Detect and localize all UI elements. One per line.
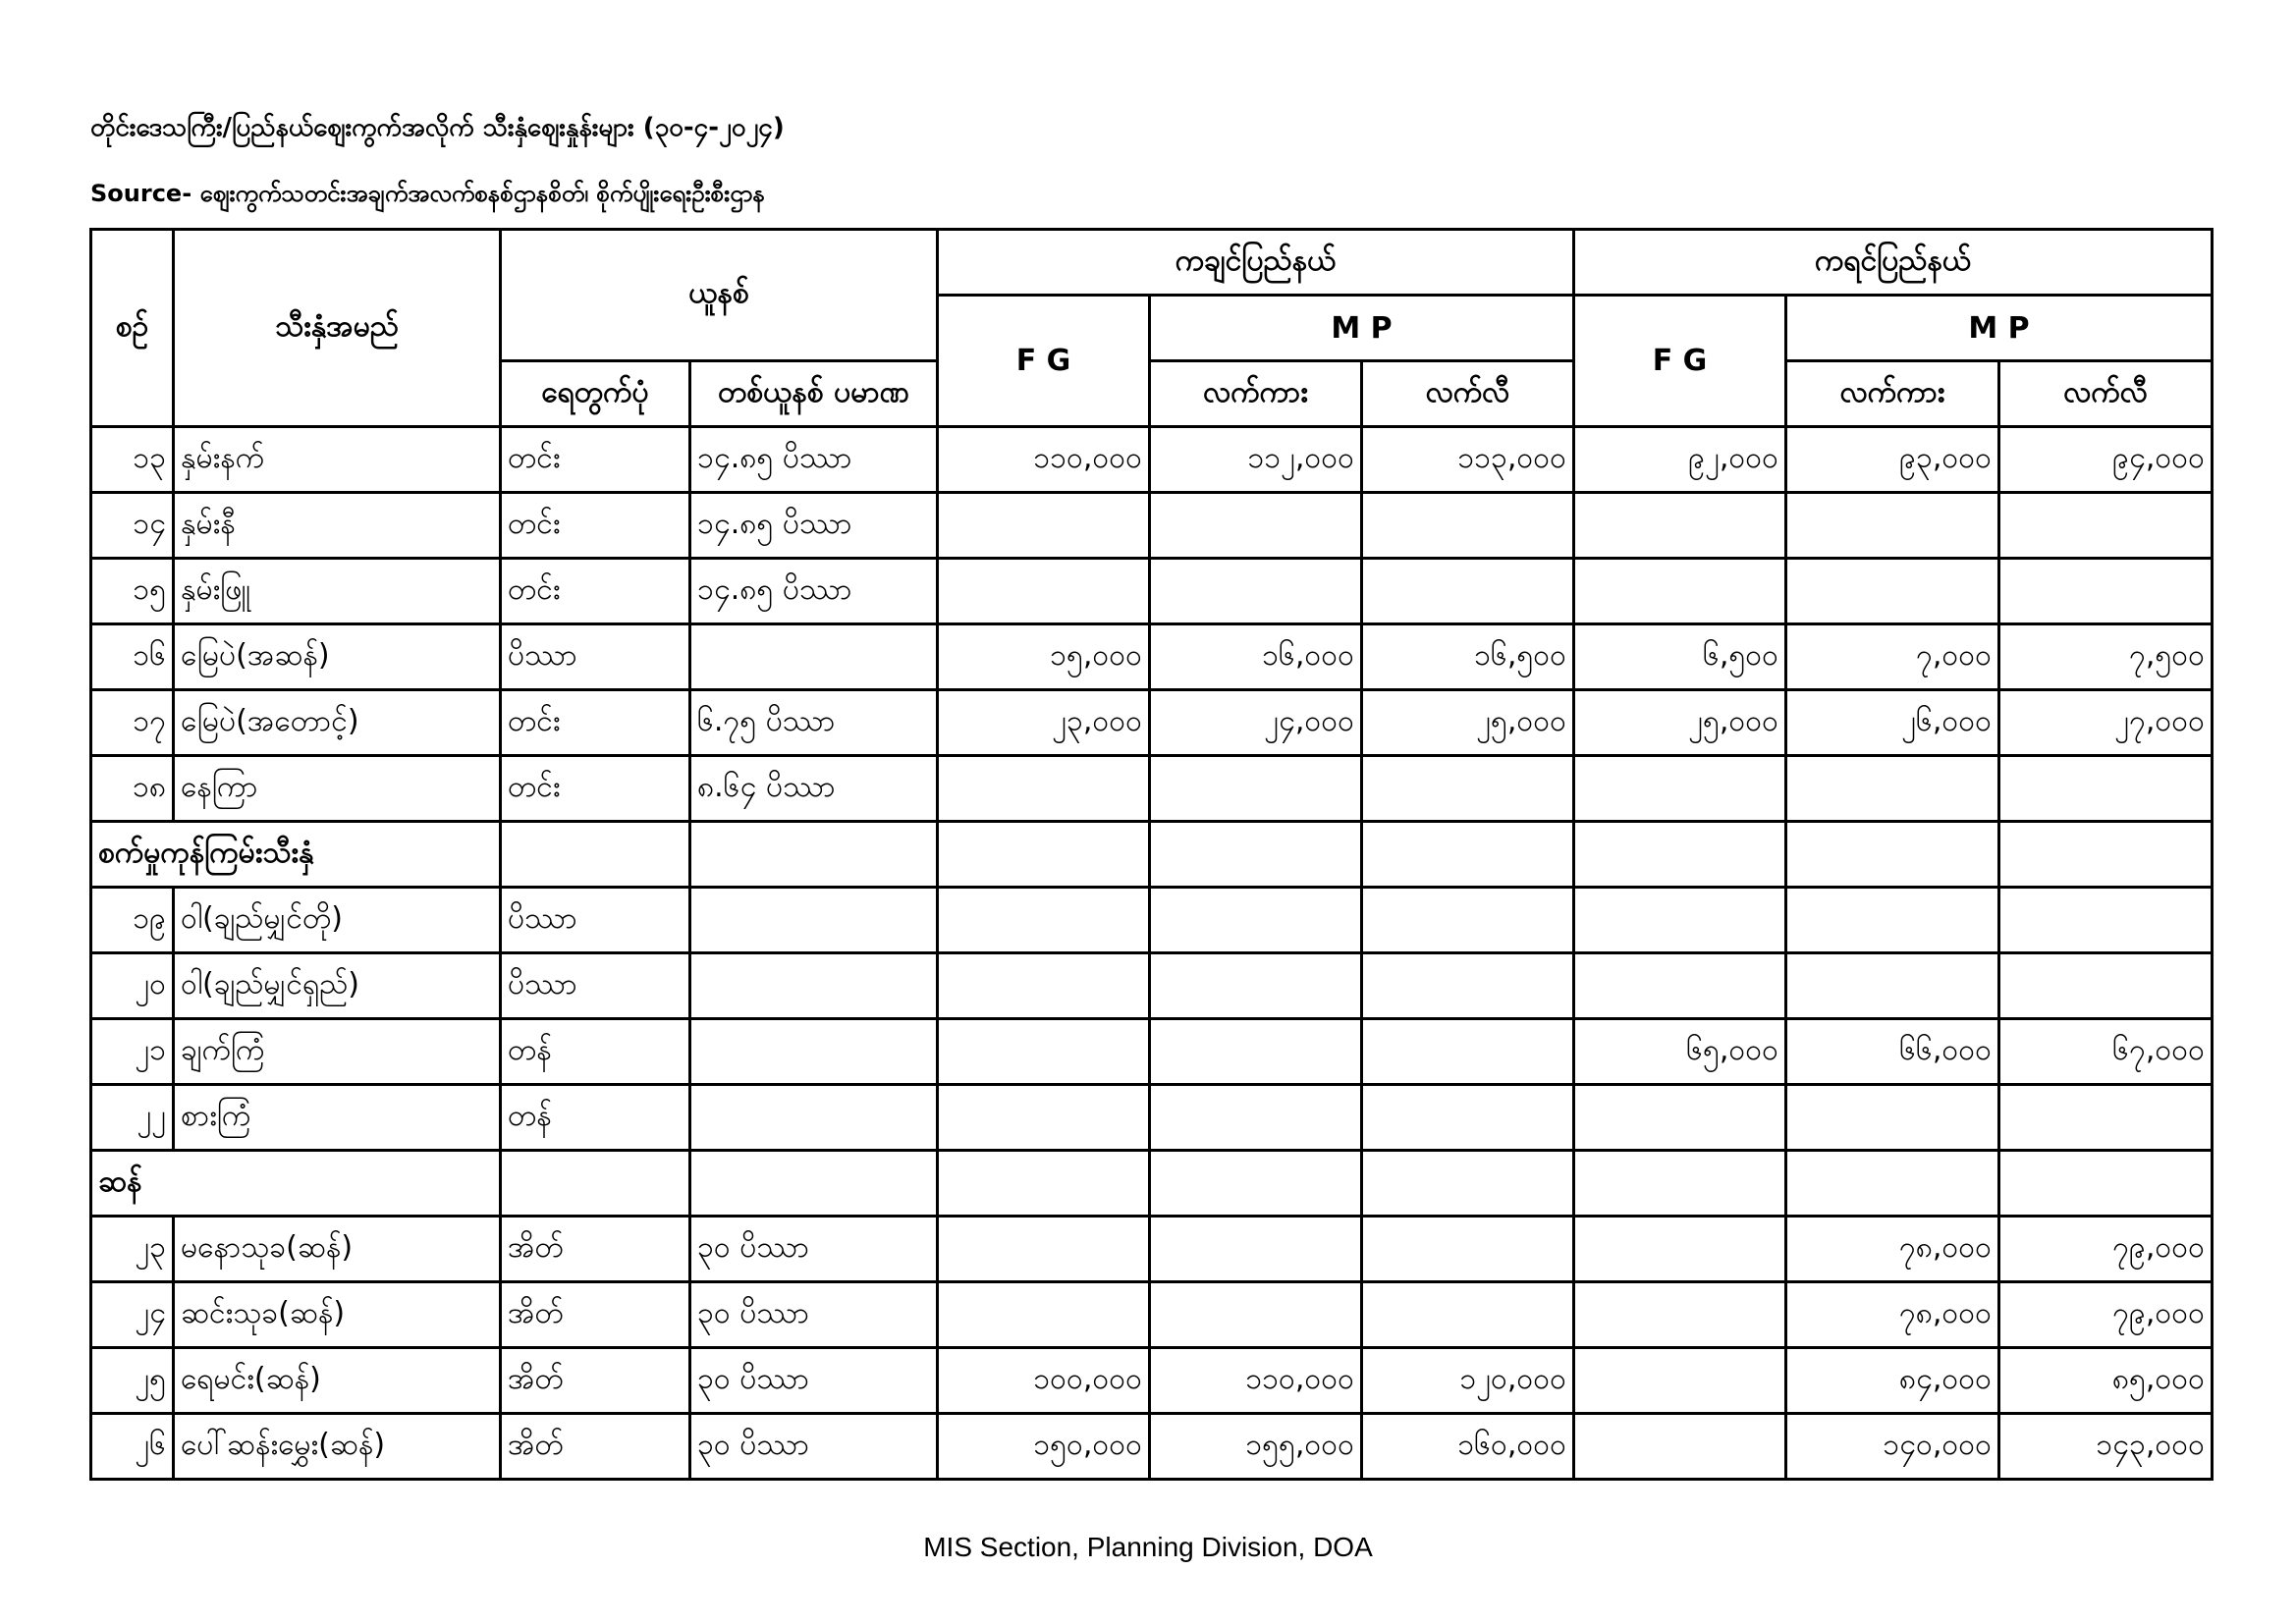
cell-kayin-retail: [1999, 1085, 2213, 1151]
empty-cell: [690, 822, 938, 888]
cell-kachin-fg: [938, 1282, 1150, 1348]
empty-cell: [1786, 822, 1999, 888]
empty-cell: [501, 822, 690, 888]
cell-local-unit: အိတ်: [501, 1217, 690, 1282]
cell-kachin-retail: [1362, 559, 1574, 624]
header-kayin-mp: M P: [1786, 296, 2213, 361]
header-kayin-retail: လက်လီ: [1999, 361, 2213, 427]
empty-cell: [1362, 822, 1574, 888]
empty-cell: [938, 822, 1150, 888]
cell-crop-name: ဆင်းသုခ(ဆန်): [174, 1282, 501, 1348]
table-row: [91, 888, 2213, 953]
cell-no: ၁၆: [91, 624, 174, 690]
cell-kachin-retail: ၁၁၃,၀၀၀: [1362, 427, 1574, 493]
cell-kachin-retail: [1362, 1085, 1574, 1151]
cell-crop-name: နှမ်းနက်: [174, 427, 501, 493]
empty-cell: [1999, 1151, 2213, 1217]
table-row: [91, 427, 2213, 493]
cell-no: ၁၇: [91, 690, 174, 756]
cell-kayin-fg: ၆၅,၀၀၀: [1574, 1019, 1786, 1085]
cell-unit-measure: [690, 1085, 938, 1151]
empty-cell: [501, 1151, 690, 1217]
cell-no: ၁၄: [91, 493, 174, 559]
header-kachin-mp: M P: [1150, 296, 1574, 361]
cell-local-unit: တန်: [501, 1019, 690, 1085]
cell-kayin-fg: [1574, 559, 1786, 624]
cell-kachin-fg: [938, 559, 1150, 624]
cell-kachin-retail: [1362, 888, 1574, 953]
cell-kayin-fg: [1574, 888, 1786, 953]
cell-unit-measure: [690, 1019, 938, 1085]
header-kachin-fg: F G: [938, 296, 1150, 427]
header-crop-name: သီးနှံအမည်: [174, 230, 501, 427]
empty-cell: [938, 1151, 1150, 1217]
cell-kachin-retail: ၂၅,၀၀၀: [1362, 690, 1574, 756]
cell-kayin-wholesale: ၉၃,၀၀၀: [1786, 427, 1999, 493]
cell-kachin-fg: [938, 1085, 1150, 1151]
cell-no: ၁၈: [91, 756, 174, 822]
table-row: [91, 1217, 2213, 1282]
cell-kayin-wholesale: [1786, 888, 1999, 953]
cell-kayin-wholesale: [1786, 1085, 1999, 1151]
cell-local-unit: ပိဿာ: [501, 624, 690, 690]
cell-kayin-fg: [1574, 756, 1786, 822]
cell-no: ၁၃: [91, 427, 174, 493]
cell-kachin-retail: [1362, 953, 1574, 1019]
footer-text: MIS Section, Planning Division, DOA: [923, 1532, 1373, 1562]
cell-kayin-wholesale: ၇,၀၀၀: [1786, 624, 1999, 690]
cell-unit-measure: ၃၀ ပိဿာ: [690, 1348, 938, 1414]
header-local-unit: ရေတွက်ပုံ: [501, 361, 690, 427]
cell-kayin-fg: ၂၅,၀၀၀: [1574, 690, 1786, 756]
cell-crop-name: နှမ်းဖြူ: [174, 559, 501, 624]
empty-cell: [1150, 1151, 1362, 1217]
header-kayin-fg: F G: [1574, 296, 1786, 427]
cell-kayin-fg: [1574, 1217, 1786, 1282]
table-row: [91, 493, 2213, 559]
cell-kachin-retail: ၁၂၀,၀၀၀: [1362, 1348, 1574, 1414]
table-row: [91, 756, 2213, 822]
cell-kachin-retail: [1362, 756, 1574, 822]
cell-kayin-retail: ၇,၅၀၀: [1999, 624, 2213, 690]
header-kachin-wholesale: လက်ကား: [1150, 361, 1362, 427]
cell-kayin-wholesale: [1786, 493, 1999, 559]
cell-crop-name: မြေပဲ(အတောင့်): [174, 690, 501, 756]
cell-crop-name: စားကြံ: [174, 1085, 501, 1151]
cell-kachin-wholesale: ၁၁၀,၀၀၀: [1150, 1348, 1362, 1414]
header-kachin-retail: လက်လီ: [1362, 361, 1574, 427]
cell-kachin-fg: ၁၁၀,၀၀၀: [938, 427, 1150, 493]
header-no: စဉ်: [91, 230, 174, 427]
section-title: ဆန်: [91, 1151, 501, 1217]
cell-kayin-fg: [1574, 493, 1786, 559]
cell-crop-name: နေကြာ: [174, 756, 501, 822]
header-unit-group: ယူနစ်: [501, 230, 938, 361]
empty-cell: [1786, 1151, 1999, 1217]
cell-kachin-fg: [938, 493, 1150, 559]
cell-kayin-retail: ၇၉,၀၀၀: [1999, 1282, 2213, 1348]
cell-kachin-retail: ၁၆၀,၀၀၀: [1362, 1414, 1574, 1480]
header-row-1: [91, 230, 2213, 296]
cell-kachin-fg: ၁၀၀,၀၀၀: [938, 1348, 1150, 1414]
cell-kayin-retail: [1999, 888, 2213, 953]
cell-kachin-fg: [938, 1217, 1150, 1282]
cell-kayin-fg: [1574, 1414, 1786, 1480]
cell-kachin-retail: [1362, 1019, 1574, 1085]
header-kayin-wholesale: လက်ကား: [1786, 361, 1999, 427]
table-row: [91, 953, 2213, 1019]
cell-unit-measure: [690, 888, 938, 953]
cell-kayin-wholesale: [1786, 756, 1999, 822]
cell-crop-name: နှမ်းနီ: [174, 493, 501, 559]
cell-local-unit: တန်: [501, 1085, 690, 1151]
cell-local-unit: အိတ်: [501, 1348, 690, 1414]
cell-kachin-retail: [1362, 1217, 1574, 1282]
cell-local-unit: တင်း: [501, 493, 690, 559]
cell-kayin-wholesale: [1786, 953, 1999, 1019]
cell-kayin-wholesale: ၂၆,၀၀၀: [1786, 690, 1999, 756]
cell-no: ၂၆: [91, 1414, 174, 1480]
empty-cell: [690, 1151, 938, 1217]
cell-unit-measure: ၁၄.၈၅ ပိဿာ: [690, 559, 938, 624]
cell-kayin-fg: [1574, 953, 1786, 1019]
cell-kachin-wholesale: [1150, 953, 1362, 1019]
table-body: [91, 427, 2213, 1480]
cell-local-unit: တင်း: [501, 756, 690, 822]
section-row: [91, 1151, 2213, 1217]
cell-kachin-fg: [938, 756, 1150, 822]
cell-kayin-retail: ၉၄,၀၀၀: [1999, 427, 2213, 493]
cell-local-unit: ပိဿာ: [501, 888, 690, 953]
cell-kayin-wholesale: ၈၄,၀၀၀: [1786, 1348, 1999, 1414]
cell-kachin-fg: ၂၃,၀၀၀: [938, 690, 1150, 756]
cell-kayin-wholesale: ၆၆,၀၀၀: [1786, 1019, 1999, 1085]
cell-kachin-wholesale: [1150, 888, 1362, 953]
cell-kayin-retail: [1999, 756, 2213, 822]
cell-kachin-wholesale: [1150, 1217, 1362, 1282]
cell-no: ၁၉: [91, 888, 174, 953]
cell-unit-measure: ၃၀ ပိဿာ: [690, 1217, 938, 1282]
cell-kayin-retail: [1999, 493, 2213, 559]
cell-kachin-retail: [1362, 1282, 1574, 1348]
cell-no: ၂၃: [91, 1217, 174, 1282]
cell-unit-measure: ၃၀ ပိဿာ: [690, 1282, 938, 1348]
cell-no: ၁၅: [91, 559, 174, 624]
cell-kachin-wholesale: ၁၅၅,၀၀၀: [1150, 1414, 1362, 1480]
cell-unit-measure: [690, 624, 938, 690]
cell-kayin-retail: ၇၉,၀၀၀: [1999, 1217, 2213, 1282]
table-row: [91, 1085, 2213, 1151]
cell-kachin-fg: [938, 1019, 1150, 1085]
cell-kachin-wholesale: [1150, 1019, 1362, 1085]
cell-kachin-wholesale: [1150, 1282, 1362, 1348]
cell-kachin-wholesale: ၂၄,၀၀၀: [1150, 690, 1362, 756]
cell-unit-measure: [690, 953, 938, 1019]
cell-local-unit: တင်း: [501, 427, 690, 493]
cell-local-unit: အိတ်: [501, 1414, 690, 1480]
cell-kachin-fg: [938, 953, 1150, 1019]
cell-kayin-fg: [1574, 1348, 1786, 1414]
header-kachin-state: ကချင်ပြည်နယ်: [938, 230, 1574, 296]
cell-unit-measure: ၁၄.၈၅ ပိဿာ: [690, 493, 938, 559]
cell-kachin-fg: ၁၅၀,၀၀၀: [938, 1414, 1150, 1480]
cell-kayin-retail: [1999, 559, 2213, 624]
header-kayin-state: ကရင်ပြည်နယ်: [1574, 230, 2213, 296]
cell-kayin-retail: ၂၇,၀၀၀: [1999, 690, 2213, 756]
section-row: [91, 822, 2213, 888]
cell-kachin-retail: [1362, 493, 1574, 559]
cell-kachin-fg: ၁၅,၀၀၀: [938, 624, 1150, 690]
cell-kachin-retail: ၁၆,၅၀၀: [1362, 624, 1574, 690]
table-row: [91, 1348, 2213, 1414]
price-table: [89, 228, 2214, 1481]
empty-cell: [1362, 1151, 1574, 1217]
cell-kachin-wholesale: [1150, 1085, 1362, 1151]
cell-crop-name: မနောသုခ(ဆန်): [174, 1217, 501, 1282]
table-row: [91, 624, 2213, 690]
cell-kayin-wholesale: [1786, 559, 1999, 624]
cell-kachin-wholesale: [1150, 756, 1362, 822]
table-row: [91, 1019, 2213, 1085]
cell-kachin-wholesale: ၁၁၂,၀၀၀: [1150, 427, 1362, 493]
cell-kayin-retail: [1999, 953, 2213, 1019]
cell-kachin-wholesale: [1150, 493, 1362, 559]
cell-local-unit: အိတ်: [501, 1282, 690, 1348]
empty-cell: [1574, 1151, 1786, 1217]
cell-kayin-fg: ၉၂,၀၀၀: [1574, 427, 1786, 493]
cell-kayin-fg: [1574, 1085, 1786, 1151]
cell-kayin-retail: ၁၄၃,၀၀၀: [1999, 1414, 2213, 1480]
cell-no: ၂၀: [91, 953, 174, 1019]
table-row: [91, 1414, 2213, 1480]
cell-kayin-retail: ၆၇,၀၀၀: [1999, 1019, 2213, 1085]
cell-crop-name: ချက်ကြံ: [174, 1019, 501, 1085]
cell-no: ၂၁: [91, 1019, 174, 1085]
cell-kayin-wholesale: ၁၄၀,၀၀၀: [1786, 1414, 1999, 1480]
cell-crop-name: ရေမင်း(ဆန်): [174, 1348, 501, 1414]
source-line: Source- ဈေးကွက်သတင်းအချက်အလက်စနစ်ဌာနစိတ်၊ စိုက်ပျိုးရေးဦးစီးဌာန: [90, 180, 765, 207]
page-title: တိုင်းဒေသကြီး/ပြည်နယ်ဈေးကွက်အလိုက် သီးနှံဈေးနှုန်းများ (၃၀-၄-၂၀၂၄): [90, 113, 785, 142]
cell-no: ၂၄: [91, 1282, 174, 1348]
cell-no: ၂၅: [91, 1348, 174, 1414]
cell-kachin-wholesale: ၁၆,၀၀၀: [1150, 624, 1362, 690]
cell-crop-name: ပေါ်ဆန်းမွှေး(ဆန်): [174, 1414, 501, 1480]
cell-local-unit: တင်း: [501, 690, 690, 756]
cell-kayin-wholesale: ၇၈,၀၀၀: [1786, 1282, 1999, 1348]
cell-crop-name: ဝါ(ချည်မျှင်ရှည်): [174, 953, 501, 1019]
cell-kachin-wholesale: [1150, 559, 1362, 624]
cell-unit-measure: ၈.၆၄ ပိဿာ: [690, 756, 938, 822]
cell-local-unit: ပိဿာ: [501, 953, 690, 1019]
empty-cell: [1999, 822, 2213, 888]
section-title: စက်မှုကုန်ကြမ်းသီးနှံ: [91, 822, 501, 888]
empty-cell: [1150, 822, 1362, 888]
cell-unit-measure: ၃၀ ပိဿာ: [690, 1414, 938, 1480]
table-row: [91, 1282, 2213, 1348]
cell-kayin-wholesale: ၇၈,၀၀၀: [1786, 1217, 1999, 1282]
table-row: [91, 690, 2213, 756]
cell-kayin-fg: ၆,၅၀၀: [1574, 624, 1786, 690]
header-unit-measure: တစ်ယူနစ် ပမာဏ: [690, 361, 938, 427]
cell-unit-measure: ၁၄.၈၅ ပိဿာ: [690, 427, 938, 493]
cell-kachin-fg: [938, 888, 1150, 953]
cell-crop-name: မြေပဲ(အဆန်): [174, 624, 501, 690]
cell-crop-name: ဝါ(ချည်မျှင်တို): [174, 888, 501, 953]
table-row: [91, 559, 2213, 624]
cell-kayin-fg: [1574, 1282, 1786, 1348]
cell-kayin-retail: ၈၅,၀၀၀: [1999, 1348, 2213, 1414]
cell-no: ၂၂: [91, 1085, 174, 1151]
cell-unit-measure: ၆.၇၅ ပိဿာ: [690, 690, 938, 756]
cell-local-unit: တင်း: [501, 559, 690, 624]
empty-cell: [1574, 822, 1786, 888]
